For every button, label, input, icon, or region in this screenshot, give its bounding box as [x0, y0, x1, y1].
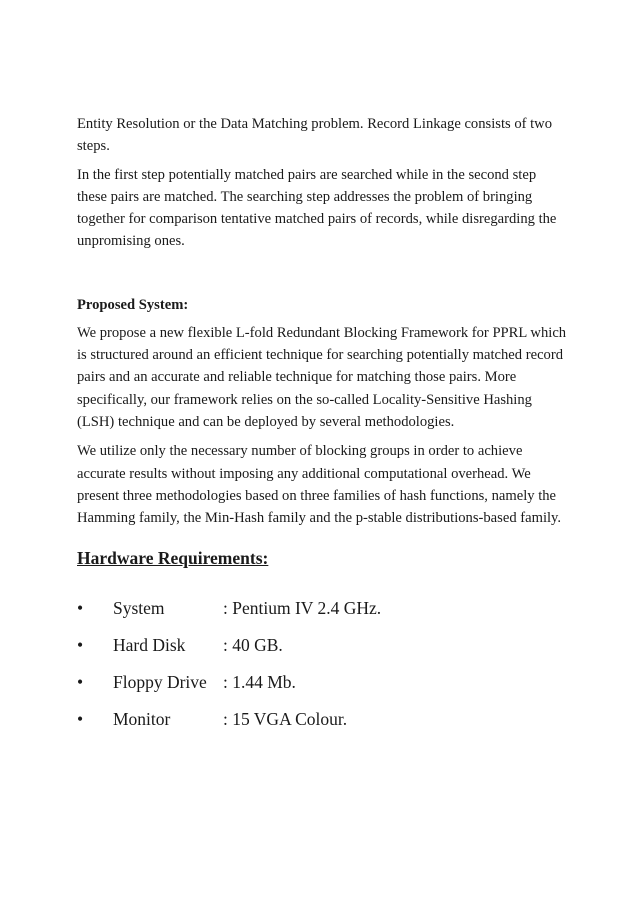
- hardware-name: Floppy Drive: [113, 672, 207, 693]
- hardware-list: [77, 596, 567, 731]
- hardware-value: : 40 GB.: [223, 635, 283, 656]
- hardware-value: : 15 VGA Colour.: [223, 709, 348, 730]
- page-content: [77, 113, 567, 744]
- hardware-item-system: [77, 596, 567, 620]
- bullet-icon: •: [77, 709, 84, 730]
- intro-paragraph-1: Entity Resolution or the Data Matching problem. Record Linkage consists of two steps.: [77, 116, 553, 155]
- hardware-item-hard-disk: [77, 633, 567, 657]
- bullet-icon: •: [77, 672, 84, 693]
- hardware-name: Hard Disk: [113, 635, 186, 656]
- proposed-system-heading: Proposed System:: [77, 296, 189, 313]
- intro-paragraph-2: In the first step potentially matched pairs are searched while in the second step these pairs are matched. The searching step addresses the problem of bringing together for comparison tentative matched pairs of records, while disregarding the unpromising ones.: [77, 166, 557, 250]
- hardware-item-floppy-drive: [77, 670, 567, 694]
- hardware-value: : Pentium IV 2.4 GHz.: [223, 598, 382, 619]
- proposed-system-paragraph-1: We propose a new flexible L-fold Redundant Blocking Framework for PPRL which is structured around an efficient technique for searching potentially matched record pairs and an accurate and reliable technique for matching those pairs. More specifically, our framework relies on the so-called Locality-Sensitive Hashing (LSH) technique and can be deployed by several methodologies.: [77, 324, 567, 430]
- section-spacer: [77, 260, 567, 294]
- hardware-name: System: [113, 598, 165, 619]
- proposed-system-paragraph-2: We utilize only the necessary number of blocking groups in order to achieve accurate results without imposing any additional computational overhead. We present three methodologies based on three families of hash functions, namely the Hamming family, the Min-Hash family and the p-stable distributions-based family.: [77, 443, 562, 527]
- bullet-icon: •: [77, 598, 84, 619]
- hardware-item-monitor: [77, 707, 567, 731]
- hardware-requirements-heading: Hardware Requirements:: [77, 548, 269, 569]
- bullet-icon: •: [77, 635, 84, 656]
- hardware-value: : 1.44 Mb.: [223, 672, 296, 693]
- hardware-name: Monitor: [113, 709, 171, 730]
